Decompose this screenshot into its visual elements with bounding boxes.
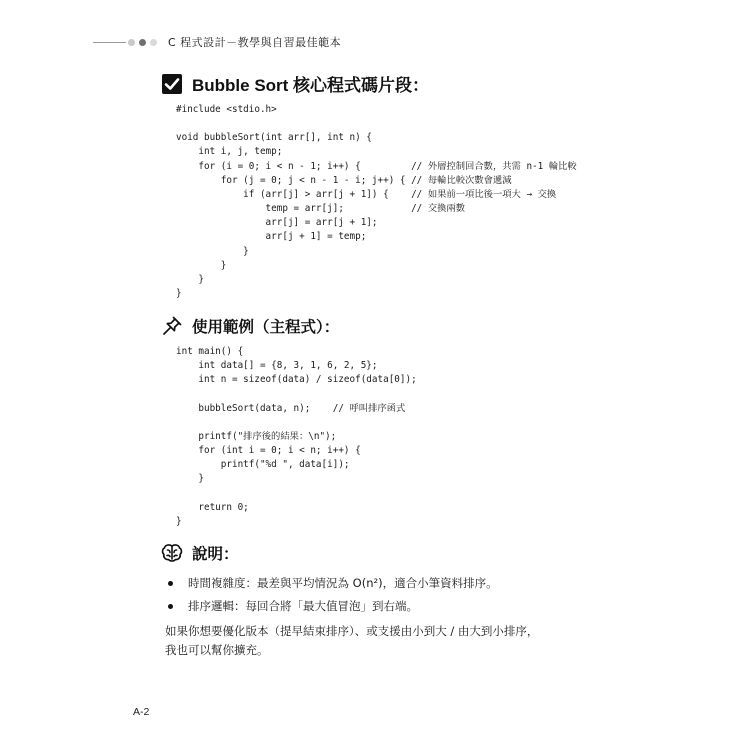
pushpin-icon [160,314,184,338]
bullet-icon [168,604,173,609]
header-dots [128,39,161,46]
bubble-sort-code-block: #include <stdio.h> void bubbleSort(int arr[], int n) { int i, j, temp; for (i = 0; i < n - 1; i++) { // 外層控制回合數，共需 n-1 輪比較 for (j = 0; j < n - 1 - i; j++) { // 每輪比較次數會遞減 if (arr[j] > arr[j + 1]) { // 如果前一項比後一項大 → 交換 temp = arr[j]; // 交換兩數 arr[j] = arr[j + 1]; arr[j + 1] = temp; } } } } [176,104,577,300]
code-section-title: Bubble Sort 核心程式碼片段： [192,76,430,95]
note-bullet-item [168,598,418,614]
checkbox-checked-icon [160,72,184,96]
main-example-code-block: int main() { int data[] = {8, 3, 1, 6, 2, 5}; int n = sizeof(data) / sizeof(data[0]); bubbleSort(data, n); // 呼叫排序函式 printf("排序後的結果：\n"); for (int i = 0; i < n; i++) { printf("%d ", data[i]); } return 0; } [176,346,417,527]
running-header [93,33,341,51]
header-dot [128,39,135,46]
closing-paragraph-line: 我也可以幫你擴充。 [165,643,269,657]
note-bullet-text: 排序邏輯：每回合將「最大值冒泡」到右端。 [188,599,418,613]
header-dot [150,39,157,46]
closing-paragraph [165,622,605,660]
bullet-icon [168,581,173,586]
running-title: C 程式設計－教學與自習最佳範本 [168,36,342,49]
example-section-heading [160,314,339,338]
notes-section-title: 說明： [192,546,239,563]
notes-section-heading [160,541,239,565]
closing-paragraph-line: 如果你想要優化版本（提早結束排序）、或支援由小到大 / 由大到小排序， [165,624,539,638]
note-bullet-text: 時間複雜度：最差與平均情況為 O(n²)，適合小筆資料排序。 [188,576,498,590]
code-section-heading [160,71,429,96]
note-bullet-item [168,575,498,591]
page-number: A-2 [133,706,150,718]
brain-icon [160,541,184,565]
example-section-title: 使用範例（主程式）： [192,319,340,336]
header-rule [93,42,126,43]
header-dot [139,39,146,46]
